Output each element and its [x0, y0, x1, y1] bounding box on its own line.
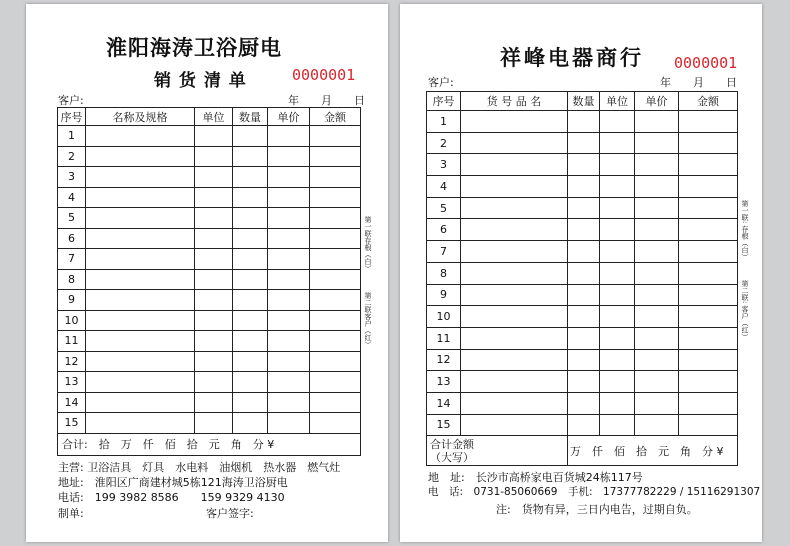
- table-cell: [600, 262, 635, 284]
- table-cell: [461, 132, 568, 154]
- table-row: [58, 351, 361, 372]
- left-total-row: [58, 433, 361, 455]
- table-cell: [233, 310, 268, 331]
- table-cell: [268, 146, 310, 167]
- right-side-note-2: 第二联: 客户（红）: [741, 280, 749, 341]
- table-cell: [310, 290, 361, 311]
- table-cell: [679, 327, 738, 349]
- table-cell: [568, 349, 600, 371]
- table-cell: [679, 392, 738, 414]
- table-cell: [195, 310, 233, 331]
- left-shop-title: 淮阳海涛卫浴厨电: [106, 36, 282, 60]
- table-cell: [461, 219, 568, 241]
- table-cell: [233, 269, 268, 290]
- table-row: [58, 392, 361, 413]
- table-cell: [635, 241, 679, 263]
- table-cell: [461, 414, 568, 436]
- row-number: 9: [58, 290, 86, 311]
- table-cell: [600, 176, 635, 198]
- table-row: [58, 372, 361, 393]
- row-number: 6: [427, 219, 461, 241]
- table-cell: [679, 306, 738, 328]
- table-cell: [195, 126, 233, 147]
- table-cell: [635, 349, 679, 371]
- table-cell: [233, 228, 268, 249]
- row-number: 13: [427, 371, 461, 393]
- left-items-table: [57, 107, 361, 456]
- table-cell: [310, 228, 361, 249]
- table-cell: [86, 310, 195, 331]
- table-cell: [86, 167, 195, 188]
- table-cell: [679, 284, 738, 306]
- table-cell: [310, 126, 361, 147]
- table-cell: [268, 310, 310, 331]
- table-cell: [461, 111, 568, 133]
- table-cell: [86, 228, 195, 249]
- table-row: [427, 371, 738, 393]
- table-cell: [195, 372, 233, 393]
- row-number: 1: [427, 111, 461, 133]
- table-cell: [195, 351, 233, 372]
- table-row: [427, 132, 738, 154]
- table-row: [427, 219, 738, 241]
- table-cell: [568, 154, 600, 176]
- table-cell: [461, 349, 568, 371]
- table-cell: [233, 290, 268, 311]
- table-cell: [679, 176, 738, 198]
- row-number: 5: [427, 197, 461, 219]
- table-cell: [568, 197, 600, 219]
- table-cell: [568, 219, 600, 241]
- table-cell: [461, 176, 568, 198]
- right-table-header: [427, 92, 738, 111]
- row-number: 11: [58, 331, 86, 352]
- table-cell: [568, 306, 600, 328]
- table-cell: [233, 187, 268, 208]
- table-cell: [635, 414, 679, 436]
- table-cell: [635, 154, 679, 176]
- table-cell: [600, 392, 635, 414]
- table-cell: [600, 154, 635, 176]
- table-cell: [635, 219, 679, 241]
- table-cell: [233, 249, 268, 270]
- left-address: 地址: 淮阳区广商建材城5栋121海涛卫浴厨电: [58, 476, 288, 489]
- table-cell: [233, 372, 268, 393]
- table-cell: [233, 126, 268, 147]
- row-number: 10: [58, 310, 86, 331]
- table-cell: [600, 111, 635, 133]
- table-cell: [233, 351, 268, 372]
- table-cell: [310, 413, 361, 434]
- table-cell: [568, 111, 600, 133]
- right-total-label-1: 合计金额: [430, 437, 474, 451]
- table-cell: [195, 146, 233, 167]
- table-cell: [679, 241, 738, 263]
- table-cell: [86, 413, 195, 434]
- table-cell: [268, 269, 310, 290]
- table-row: [427, 327, 738, 349]
- header-cell: 名称及规格: [86, 108, 195, 126]
- table-cell: [679, 219, 738, 241]
- header-cell: 金额: [310, 108, 361, 126]
- table-cell: [461, 284, 568, 306]
- table-cell: [268, 187, 310, 208]
- table-cell: [568, 392, 600, 414]
- table-cell: [600, 197, 635, 219]
- header-cell: 单位: [195, 108, 233, 126]
- table-cell: [461, 197, 568, 219]
- right-phone: 电 话: 0731-85060669 手机: 17377782229 / 15116291307: [428, 486, 761, 498]
- table-cell: [568, 262, 600, 284]
- table-cell: [600, 306, 635, 328]
- table-cell: [310, 269, 361, 290]
- row-number: 8: [427, 262, 461, 284]
- table-row: [58, 228, 361, 249]
- table-cell: [310, 372, 361, 393]
- table-cell: [268, 351, 310, 372]
- table-cell: [86, 187, 195, 208]
- table-cell: [86, 249, 195, 270]
- table-cell: [195, 187, 233, 208]
- table-cell: [679, 262, 738, 284]
- table-cell: [635, 284, 679, 306]
- table-row: [427, 241, 738, 263]
- right-total-cell: [427, 436, 568, 466]
- table-cell: [86, 146, 195, 167]
- row-number: 7: [58, 249, 86, 270]
- table-cell: [461, 241, 568, 263]
- table-cell: [195, 269, 233, 290]
- right-customer-label: 客户:: [428, 76, 454, 89]
- table-cell: [568, 132, 600, 154]
- table-cell: [635, 371, 679, 393]
- row-number: 11: [427, 327, 461, 349]
- row-number: 7: [427, 241, 461, 263]
- table-cell: [461, 262, 568, 284]
- row-number: 5: [58, 208, 86, 229]
- right-items-table: [426, 91, 738, 466]
- table-cell: [600, 414, 635, 436]
- table-cell: [568, 176, 600, 198]
- table-cell: [268, 167, 310, 188]
- table-row: [427, 262, 738, 284]
- table-cell: [600, 371, 635, 393]
- table-cell: [679, 371, 738, 393]
- table-cell: [679, 197, 738, 219]
- table-cell: [679, 154, 738, 176]
- row-number: 14: [427, 392, 461, 414]
- table-cell: [195, 392, 233, 413]
- table-cell: [568, 284, 600, 306]
- table-cell: [268, 208, 310, 229]
- table-row: [427, 176, 738, 198]
- table-row: [58, 310, 361, 331]
- table-row: [427, 284, 738, 306]
- table-row: [58, 208, 361, 229]
- table-cell: [568, 327, 600, 349]
- header-cell: 序号: [427, 92, 461, 111]
- right-total-row: [427, 436, 738, 466]
- table-row: [427, 154, 738, 176]
- table-cell: [195, 249, 233, 270]
- table-cell: [310, 331, 361, 352]
- table-cell: [568, 414, 600, 436]
- table-cell: [461, 371, 568, 393]
- left-main-business: 主营: 卫浴洁具 灯具 水电料 油烟机 热水器 燃气灶: [58, 461, 341, 474]
- table-cell: [233, 413, 268, 434]
- left-phone: 电话: 199 3982 8586 159 9329 4130: [58, 491, 285, 504]
- table-cell: [86, 290, 195, 311]
- table-row: [427, 349, 738, 371]
- table-cell: [310, 310, 361, 331]
- table-cell: [195, 208, 233, 229]
- row-number: 2: [58, 146, 86, 167]
- header-cell: 数量: [233, 108, 268, 126]
- table-cell: [310, 351, 361, 372]
- table-cell: [635, 111, 679, 133]
- table-cell: [679, 132, 738, 154]
- table-cell: [233, 392, 268, 413]
- table-cell: [195, 167, 233, 188]
- table-cell: [635, 176, 679, 198]
- left-maker-label: 制单:: [58, 507, 84, 520]
- row-number: 6: [58, 228, 86, 249]
- table-cell: [461, 154, 568, 176]
- row-number: 3: [58, 167, 86, 188]
- table-cell: [635, 132, 679, 154]
- row-number: 9: [427, 284, 461, 306]
- left-table-header: [58, 108, 361, 126]
- table-cell: [461, 327, 568, 349]
- table-row: [427, 197, 738, 219]
- right-side-note-1: 第一联: 存根（白）: [741, 200, 749, 261]
- table-cell: [86, 372, 195, 393]
- table-cell: [600, 284, 635, 306]
- table-cell: [268, 372, 310, 393]
- row-number: 12: [427, 349, 461, 371]
- table-row: [427, 414, 738, 436]
- header-cell: 单价: [268, 108, 310, 126]
- right-note: 注: 货物有异，三日内电告，过期自负。: [496, 503, 698, 516]
- right-shop-title: 祥峰电器商行: [500, 46, 644, 70]
- header-cell: 数量: [568, 92, 600, 111]
- table-row: [427, 111, 738, 133]
- right-serial-number: 0000001: [674, 54, 738, 72]
- table-cell: [195, 228, 233, 249]
- table-cell: [310, 392, 361, 413]
- row-number: 2: [427, 132, 461, 154]
- table-row: [427, 392, 738, 414]
- table-cell: [461, 306, 568, 328]
- row-number: 4: [427, 176, 461, 198]
- table-row: [58, 187, 361, 208]
- header-cell: 单价: [635, 92, 679, 111]
- header-cell: 序号: [58, 108, 86, 126]
- table-cell: [268, 228, 310, 249]
- left-signature-label: 客户签字:: [206, 507, 254, 520]
- table-cell: [233, 331, 268, 352]
- table-row: [58, 413, 361, 434]
- row-number: 14: [58, 392, 86, 413]
- table-cell: [310, 187, 361, 208]
- table-cell: [268, 290, 310, 311]
- table-cell: [310, 249, 361, 270]
- table-cell: [600, 132, 635, 154]
- table-cell: [86, 351, 195, 372]
- table-cell: [679, 414, 738, 436]
- left-receipt-sheet: [26, 4, 388, 542]
- row-number: 4: [58, 187, 86, 208]
- table-cell: [268, 392, 310, 413]
- left-serial-number: 0000001: [292, 66, 356, 84]
- right-date-label: 年 月 日: [660, 76, 737, 89]
- table-cell: [268, 249, 310, 270]
- table-cell: [600, 219, 635, 241]
- table-cell: [635, 306, 679, 328]
- table-cell: [195, 290, 233, 311]
- table-cell: [679, 349, 738, 371]
- header-cell: 金额: [679, 92, 738, 111]
- table-row: [58, 146, 361, 167]
- table-cell: [600, 327, 635, 349]
- table-row: [58, 167, 361, 188]
- table-cell: [635, 327, 679, 349]
- table-cell: [635, 197, 679, 219]
- table-cell: [600, 349, 635, 371]
- row-number: 15: [58, 413, 86, 434]
- table-cell: [268, 331, 310, 352]
- table-cell: [679, 111, 738, 133]
- left-customer-label: 客户:: [58, 94, 84, 107]
- left-side-note-1: 第一联存根（白）: [364, 216, 372, 272]
- table-row: [58, 269, 361, 290]
- table-row: [58, 331, 361, 352]
- row-number: 10: [427, 306, 461, 328]
- table-cell: [86, 331, 195, 352]
- left-date-label: 年 月 日: [288, 94, 365, 107]
- right-total-units: 万 仟 佰 拾 元 角 分 ¥: [568, 436, 738, 466]
- table-cell: [233, 167, 268, 188]
- table-cell: [568, 371, 600, 393]
- row-number: 12: [58, 351, 86, 372]
- header-cell: 货 号 品 名: [461, 92, 568, 111]
- table-cell: [86, 208, 195, 229]
- left-side-note-2: 第二联客户（红）: [364, 292, 372, 348]
- table-cell: [310, 208, 361, 229]
- table-row: [58, 290, 361, 311]
- table-cell: [233, 208, 268, 229]
- row-number: 1: [58, 126, 86, 147]
- table-cell: [195, 413, 233, 434]
- table-cell: [86, 392, 195, 413]
- table-cell: [568, 241, 600, 263]
- table-cell: [310, 146, 361, 167]
- table-cell: [635, 262, 679, 284]
- table-cell: [86, 126, 195, 147]
- right-total-label-2: （大写）: [430, 450, 474, 464]
- table-cell: [195, 331, 233, 352]
- table-cell: [268, 126, 310, 147]
- row-number: 8: [58, 269, 86, 290]
- left-form-subtitle: 销 货 清 单: [154, 71, 247, 91]
- table-cell: [461, 392, 568, 414]
- table-cell: [310, 167, 361, 188]
- table-cell: [635, 392, 679, 414]
- row-number: 15: [427, 414, 461, 436]
- table-cell: [233, 146, 268, 167]
- left-total-label: 合计: 拾 万 仟 佰 拾 元 角 分 ¥: [58, 433, 361, 455]
- right-address: 地 址: 长沙市高桥家电百货城24栋117号: [428, 471, 643, 484]
- table-row: [427, 306, 738, 328]
- row-number: 13: [58, 372, 86, 393]
- table-cell: [600, 241, 635, 263]
- header-cell: 单位: [600, 92, 635, 111]
- right-receipt-sheet: [400, 4, 762, 542]
- table-row: [58, 126, 361, 147]
- table-cell: [268, 413, 310, 434]
- row-number: 3: [427, 154, 461, 176]
- table-cell: [86, 269, 195, 290]
- table-row: [58, 249, 361, 270]
